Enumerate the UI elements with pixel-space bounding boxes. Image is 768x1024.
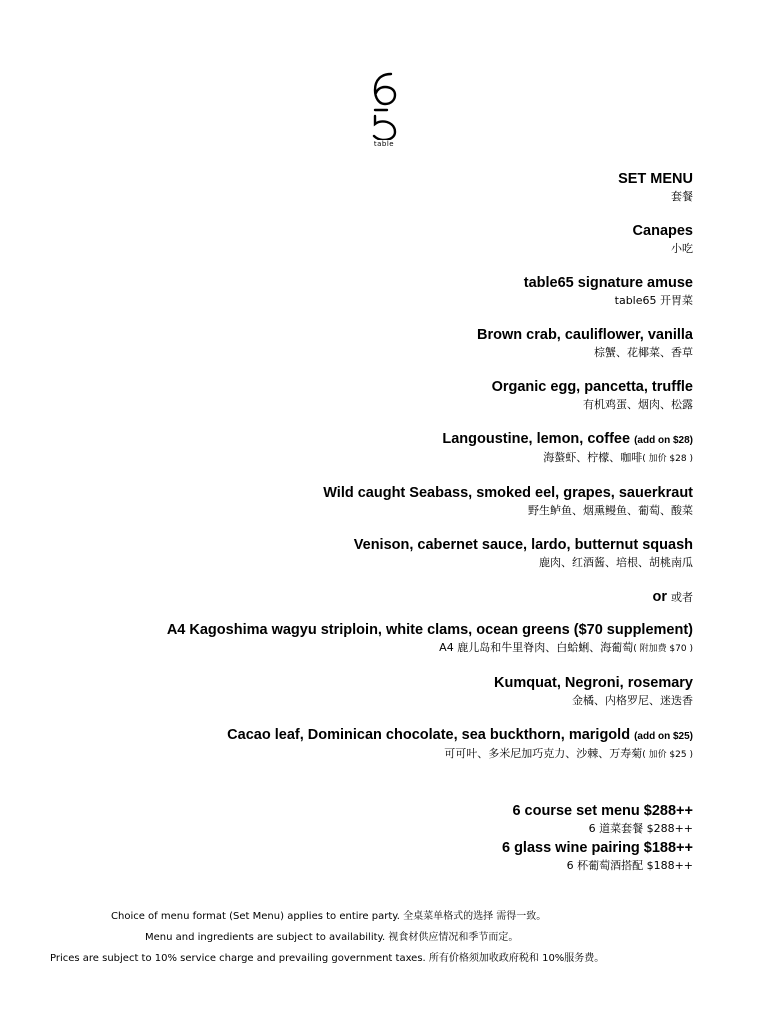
course-name-cn-text: 可可叶、多米尼加巧克力、沙棘、万寿菊 <box>444 747 643 760</box>
course-name-cn <box>53 450 693 467</box>
set-price-en: 6 course set menu $288++ <box>512 803 693 819</box>
course-name-cn <box>53 746 693 763</box>
course-item <box>53 726 693 763</box>
course-item <box>53 484 693 519</box>
course-name-en <box>53 430 693 450</box>
footer-note-format: Choice of menu format (Set Menu) applies to entire party. 全桌菜单格式的选择 需得一致。 <box>111 911 547 922</box>
course-addon-en: (add on $28) <box>634 435 693 446</box>
course-item <box>53 274 693 309</box>
course-name-cn-text: A4 鹿儿岛和牛里脊肉、白蛤蜊、海葡萄 <box>439 641 634 654</box>
course-name-en: Organic egg, pancetta, truffle <box>491 379 693 395</box>
course-item <box>53 222 693 257</box>
logo-text: table <box>373 140 395 148</box>
menu-title <box>53 170 693 205</box>
course-name-cn: 鹿肉、红酒酱、培根、胡桃南瓜 <box>539 556 693 569</box>
or-separator <box>53 588 693 607</box>
footer-note-prices: Prices are subject to 10% service charge and prevailing government taxes. 所有价格须加收政府税和 10%服务费。 <box>50 953 605 964</box>
or-cn: 或者 <box>671 591 693 604</box>
course-name-cn: 野生鲈鱼、烟熏鳗鱼、葡萄、酸菜 <box>528 504 693 517</box>
wine-price-en: 6 glass wine pairing $188++ <box>501 840 693 856</box>
course-name-cn: 金橘、内格罗尼、迷迭香 <box>572 694 693 707</box>
course-name-cn: 有机鸡蛋、烟肉、松露 <box>583 398 693 411</box>
course-name-text: Cacao leaf, Dominican chocolate, sea buckthorn, marigold <box>227 727 631 743</box>
restaurant-logo <box>364 70 404 148</box>
course-name-cn: 小吃 <box>671 242 693 255</box>
course-item <box>53 536 693 571</box>
spacer <box>53 780 693 802</box>
course-name-text: Langoustine, lemon, coffee <box>442 431 631 447</box>
footer-note-availability: Menu and ingredients are subject to availability. 视食材供应情况和季节而定。 <box>145 932 519 943</box>
course-name-cn: 棕蟹、花椰菜、香草 <box>594 346 693 359</box>
or-en: or <box>652 589 667 605</box>
course-addon-en: (add on $25) <box>634 731 693 742</box>
course-name-en: table65 signature amuse <box>523 275 693 291</box>
menu-title-cn: 套餐 <box>671 190 693 203</box>
course-addon-cn: ( 附加费 $70 ) <box>633 644 693 654</box>
wine-price-cn: 6 杯葡萄酒搭配 $188++ <box>566 859 693 872</box>
course-name-en: Brown crab, cauliflower, vanilla <box>477 327 693 343</box>
course-item <box>53 674 693 709</box>
logo-65-mark <box>369 70 399 140</box>
course-name-en: A4 Kagoshima wagyu striploin, white clams, ocean greens ($70 supplement) <box>166 622 693 638</box>
course-addon-cn: ( 加价 $25 ) <box>642 750 693 760</box>
course-item <box>53 621 693 657</box>
course-name-cn: table65 开胃菜 <box>614 294 693 307</box>
course-name-cn-text: 海螯虾、柠檬、咖啡 <box>543 451 643 464</box>
course-name-en: Canapes <box>632 223 693 239</box>
menu-title-en: SET MENU <box>618 171 693 187</box>
course-name-en: Kumquat, Negroni, rosemary <box>493 675 693 691</box>
set-menu <box>53 170 693 876</box>
price-block <box>53 802 693 874</box>
course-addon-cn: ( 加价 $28 ) <box>642 454 693 464</box>
course-name-en <box>53 726 693 746</box>
course-name-en: Venison, cabernet sauce, lardo, butternut squash <box>353 537 693 553</box>
course-item <box>53 430 693 467</box>
course-item <box>53 326 693 361</box>
course-name-en: Wild caught Seabass, smoked eel, grapes, sauerkraut <box>323 485 693 501</box>
set-price-cn: 6 道菜套餐 $288++ <box>588 822 693 835</box>
course-item <box>53 378 693 413</box>
course-name-cn <box>53 640 693 657</box>
